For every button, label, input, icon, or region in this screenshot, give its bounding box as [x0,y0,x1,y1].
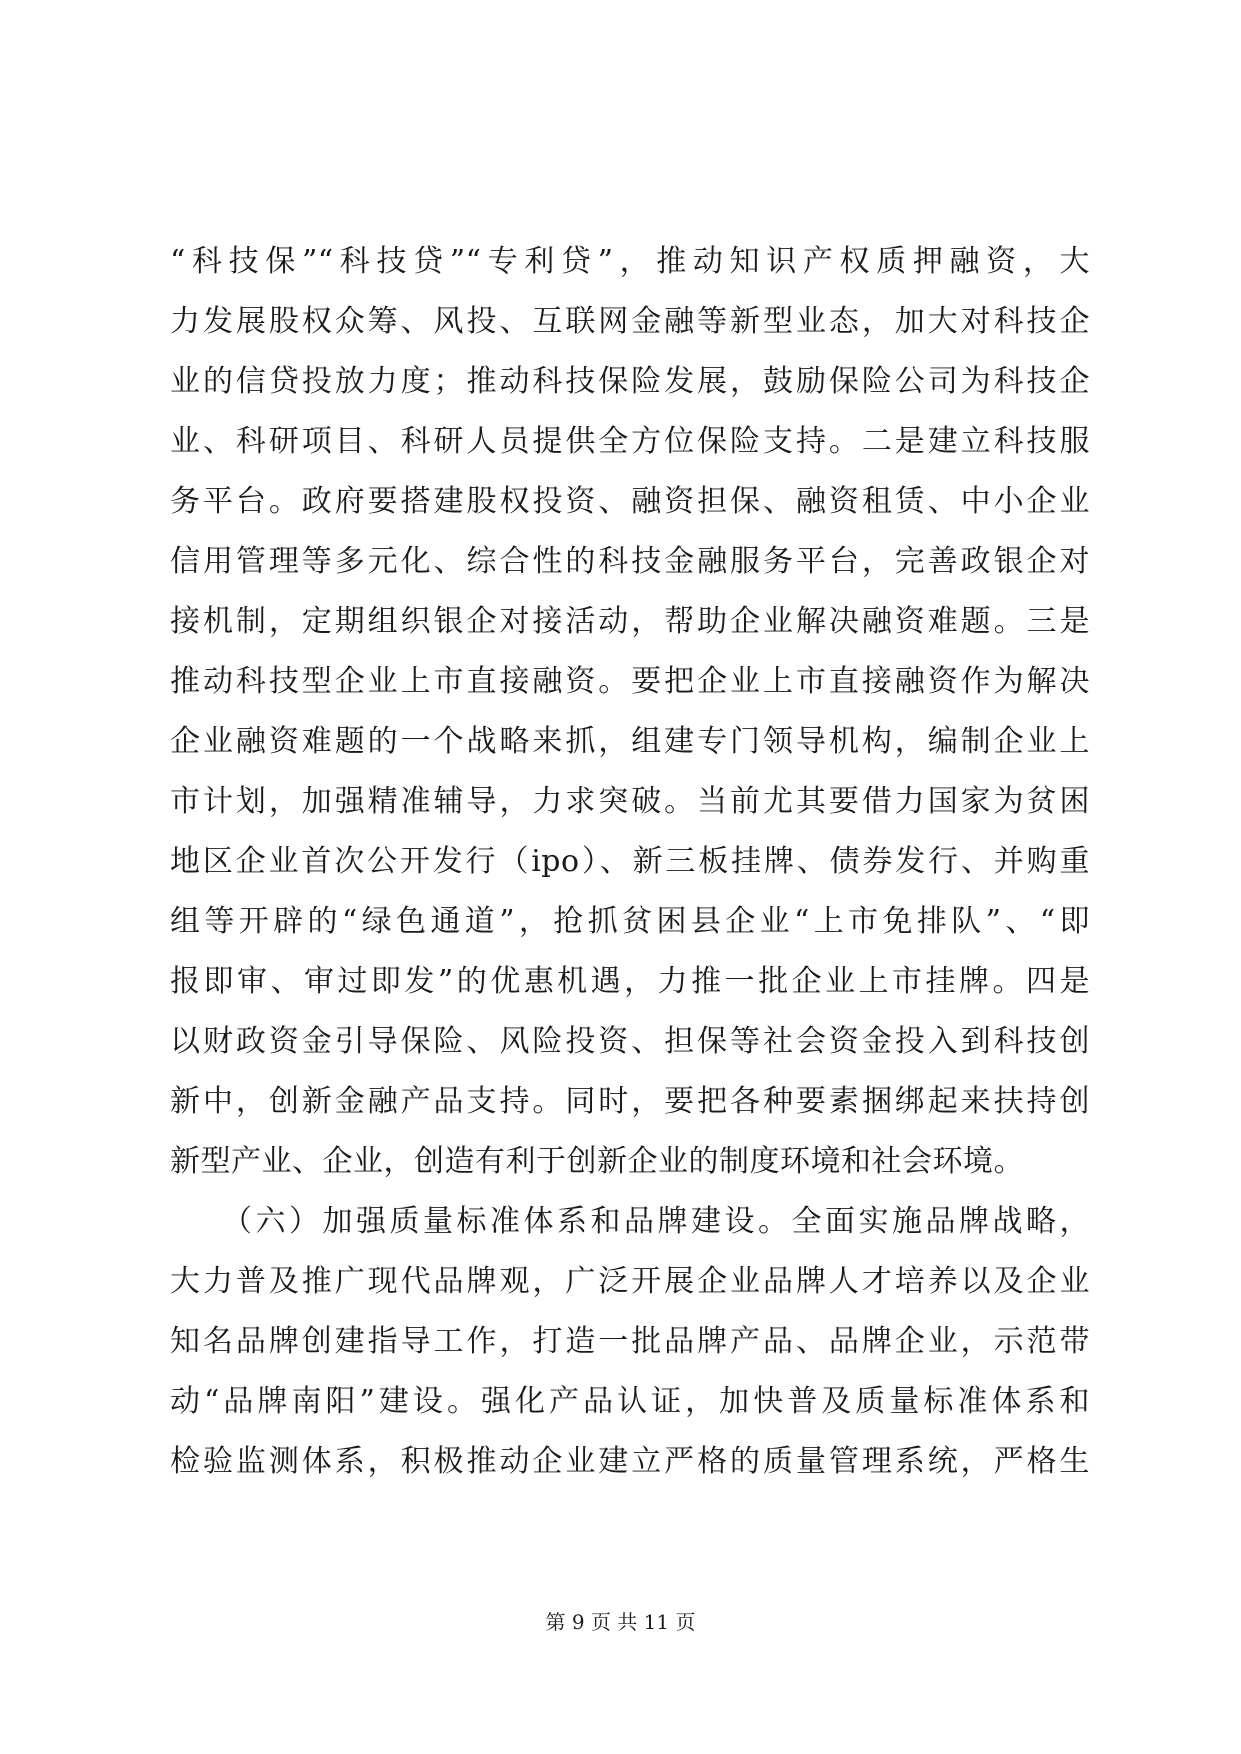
text-line: （六）加强质量标准体系和品牌建设。全面实施品牌战略， [170,1204,1090,1239]
text-line: 知名品牌创建指导工作，打造一批品牌产品、品牌企业，示范带 [170,1324,1090,1359]
text-line: 市计划，加强精准辅导，力求突破。当前尤其要借力国家为贫困 [170,784,1090,819]
document-body [170,232,1090,1492]
text-line: 大力普及推广现代品牌观，广泛开展企业品牌人才培养以及企业 [170,1264,1090,1299]
text-line: 以财政资金引导保险、风险投资、担保等社会资金投入到科技创 [170,1024,1090,1059]
text-line: 接机制，定期组织银企对接活动，帮助企业解决融资难题。三是 [170,604,1090,639]
text-line: 检验监测体系，积极推动企业建立严格的质量管理系统，严格生 [170,1444,1090,1479]
text-line: 业、科研项目、科研人员提供全方位保险支持。二是建立科技服 [170,424,1090,459]
text-line: 企业融资难题的一个战略来抓，组建专门领导机构，编制企业上 [170,724,1090,759]
text-line: “科技保”“科技贷”“专利贷”，推动知识产权质押融资，大 [170,244,1090,279]
text-line: 业的信贷投放力度；推动科技保险发展，鼓励保险公司为科技企 [170,364,1090,399]
text-line: 动“品牌南阳”建设。强化产品认证，加快普及质量标准体系和 [170,1384,1090,1419]
text-line: 新型产业、企业，创造有利于创新企业的制度环境和社会环境。 [170,1144,1024,1179]
text-line: 地区企业首次公开发行（ipo）、新三板挂牌、债券发行、并购重 [170,844,1090,879]
text-line: 新中，创新金融产品支持。同时，要把各种要素捆绑起来扶持创 [170,1084,1090,1119]
text-line: 务平台。政府要搭建股权投资、融资担保、融资租赁、中小企业 [170,484,1090,519]
text-line: 力发展股权众筹、风投、互联网金融等新型业态，加大对科技企 [170,304,1090,339]
text-line: 报即审、审过即发”的优惠机遇，力推一批企业上市挂牌。四是 [170,964,1090,999]
page-number-footer: 第 9 页 共 11 页 [545,1610,696,1634]
text-line: 组等开辟的“绿色通道”，抢抓贫困县企业“上市免排队”、“即 [170,904,1090,939]
text-line: 信用管理等多元化、综合性的科技金融服务平台，完善政银企对 [170,544,1090,579]
text-line: 推动科技型企业上市直接融资。要把企业上市直接融资作为解决 [170,664,1090,699]
